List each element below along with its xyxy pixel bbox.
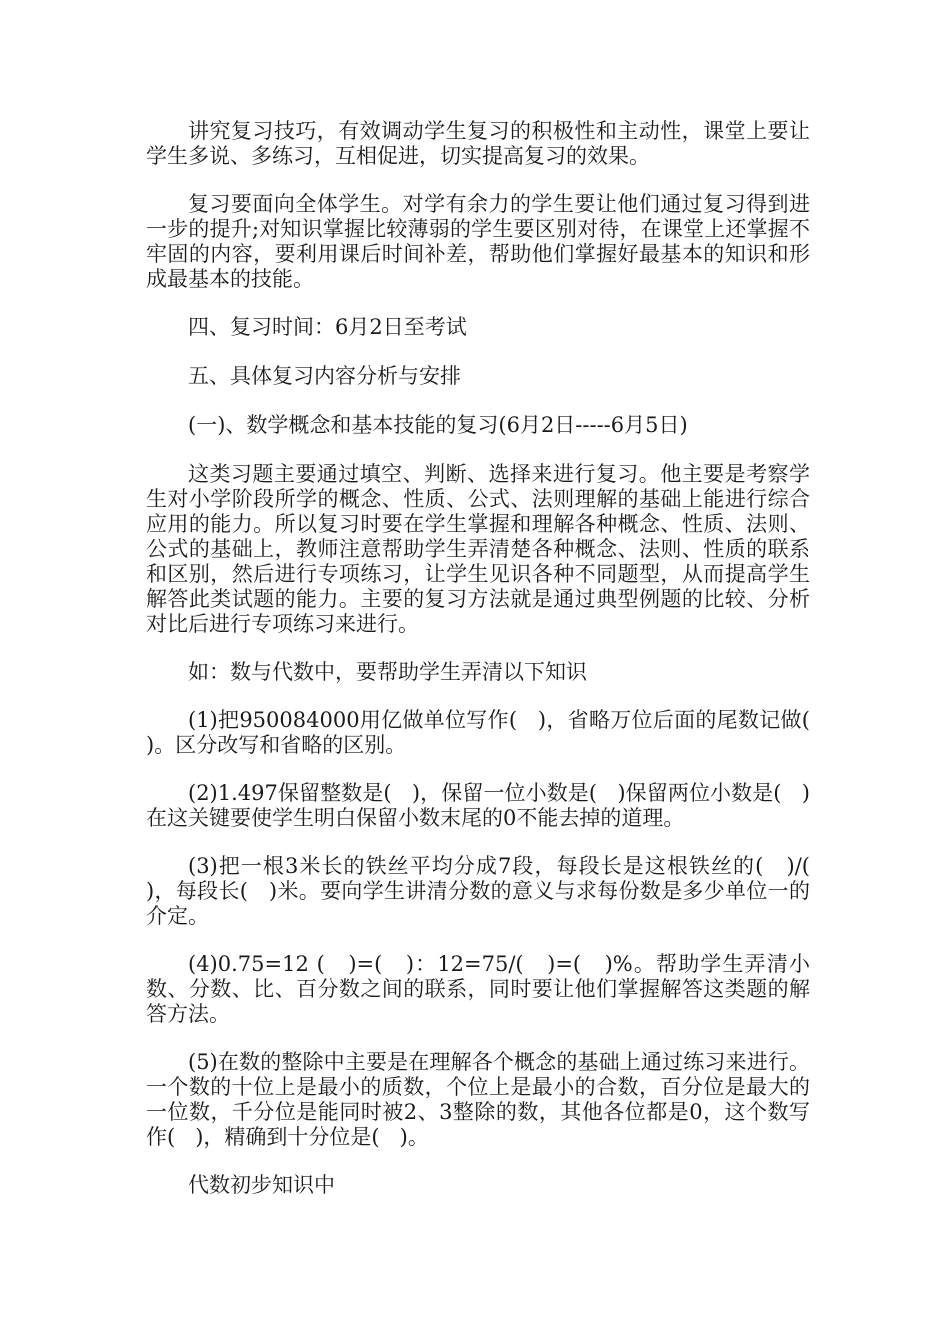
paragraph-item-5: (5)在数的整除中主要是在理解各个概念的基础上通过练习来进行。一个数的十位上是最小的质数，个位上是最小的合数，百分位是最大的一位数，千分位是能同时被2、3整除的数，其他各位都是0，这个数写作( )，精确到十分位是( )。 — [146, 1050, 810, 1149]
paragraph-exercise-types: 这类习题主要通过填空、判断、选择来进行复习。他主要是考察学生对小学阶段所学的概念、性质、公式、法则理解的基础上能进行综合应用的能力。所以复习时要在学生掌握和理解各种概念、性质、法则、公式的基础上，教师注意帮助学生弄清楚各种概念、法则、性质的联系和区别，然后进行专项练习，让学生见识各种不同题型，从而提高学生解答此类试题的能力。主要的复习方法就是通过典型例题的比较、分析对比后进行专项练习来进行。 — [146, 462, 810, 636]
heading-review-time: 四、复习时间：6月2日至考试 — [188, 315, 467, 339]
paragraph-number-algebra-intro: 如：数与代数中，要帮助学生弄清以下知识 — [188, 660, 587, 684]
paragraph-algebra-basics: 代数初步知识中 — [188, 1173, 335, 1197]
heading-concepts-skills: (一)、数学概念和基本技能的复习(6月2日-----6月5日) — [188, 413, 688, 437]
paragraph-item-4: (4)0.75=12 ( )=( )：12=75/( )=( )%。帮助学生弄清小数、分数、比、百分数之间的联系，同时要让他们掌握解答这类题的解答方法。 — [146, 952, 810, 1026]
document-body — [146, 119, 831, 1221]
paragraph-item-1: (1)把950084000用亿做单位写作( )，省略万位后面的尾数记做( )。区分改写和省略的区别。 — [146, 708, 831, 757]
paragraph-review-skills: 讲究复习技巧，有效调动学生复习的积极性和主动性，课堂上要让学生多说、多练习，互相促进，切实提高复习的效果。 — [146, 119, 810, 168]
paragraph-item-2: (2)1.497保留整数是( )，保留一位小数是( )保留两位小数是( )在这关键要使学生明白保留小数末尾的0不能去掉的道理。 — [146, 781, 810, 830]
heading-review-content: 五、具体复习内容分析与安排 — [188, 364, 461, 388]
paragraph-all-students: 复习要面向全体学生。对学有余力的学生要让他们通过复习得到进一步的提升;对知识掌握比较薄弱的学生要区别对待，在课堂上还掌握不牢固的内容，要利用课后时间补差，帮助他们掌握好最基本的知识和形成最基本的技能。 — [146, 192, 810, 291]
paragraph-item-3: (3)把一根3米长的铁丝平均分成7段，每段长是这根铁丝的( )/( )，每段长( )米。要向学生讲清分数的意义与求每份数是多少单位一的介定。 — [146, 854, 831, 928]
